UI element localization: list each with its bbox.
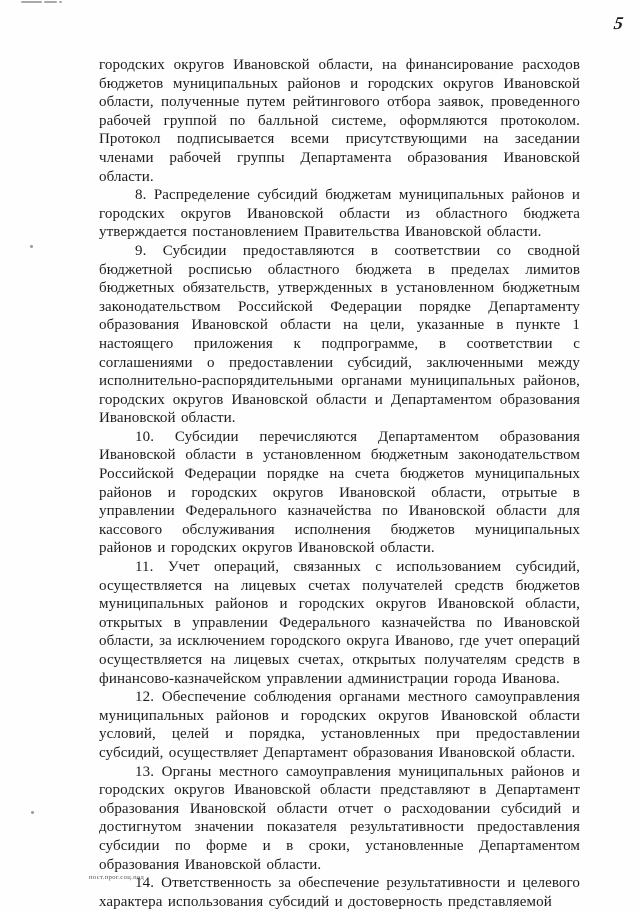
- document-text-block: [99, 56, 580, 911]
- paragraph-8: 8. Распределение субсидий бюджетам муниципальных районов и городских округов Ивановской области из областного бюджета утверждается постановлением Правительства Ивановской области.: [99, 187, 580, 241]
- page-number: 5: [612, 13, 625, 33]
- paragraph-12: 12. Обеспечение соблюдения органами местного самоуправления муниципальных районов и городских округов Ивановской области условий, целей и порядка, установленных при предоставлении субсидий, осуществляет Департамент образования Ивановской области.: [99, 689, 580, 761]
- paragraph-continuation: городских округов Ивановской области, на финансирование расходов бюджетов муниципальных районов и городских округов Ивановской области, полученные путем рейтингового отбора заявок, проведенного рабочей группой по балльной системе, оформляются протоколом. Протокол подписывается всеми присутствующими на заседании членами рабочей группы Департамента образования Ивановской области.: [99, 57, 580, 185]
- scan-artifact-top-dash-1: [21, 1, 42, 3]
- footer-file-note: пост.прог.соц.под: [89, 874, 145, 881]
- paragraph-9: 9. Субсидии предоставляются в соответствии со сводной бюджетной росписью областного бюджета в пределах лимитов бюджетных обязательств, утвержденных в установленном бюджетным законодательством Российской Федерации порядке Департаменту образования Ивановской области на цели, указанные в пункте 1 настоящего приложения к подпрограмме, в соответствии с соглашениями о предоставлении субсидий, заключенными между исполнительно-распорядительными органами муниципальных районов, городских округов Ивановской области и Департаментом образования Ивановской области.: [99, 242, 580, 427]
- scan-artifact-speck: [31, 811, 34, 814]
- scan-artifact-top-dash-2: [44, 1, 57, 3]
- paragraph-11: 11. Учет операций, связанных с использованием субсидий, осуществляется на лицевых счетах получателей средств бюджетов муниципальных районов и городских округов Ивановской области, открытых в управлении Федерального казначейства по Ивановской области, за исключением городского округа Иваново, где учет операций осуществляется на лицевых счетах, открытых получателям средств в финансово-казначейском управлении администрации города Иванова.: [99, 559, 580, 687]
- scan-artifact-top-dash-3: [59, 1, 62, 3]
- paragraph-10: 10. Субсидии перечисляются Департаментом образования Ивановской области в установленном бюджетным законодательством Российской Федерации порядке на счета бюджетов муниципальных районов и городских округов Ивановской области, отрытые в управлении Федерального казначейства по Ивановской области для кассового обслуживания исполнения бюджетов муниципальных районов и городских округов Ивановской области.: [99, 428, 580, 557]
- scan-artifact-speck: [30, 245, 33, 248]
- paragraph-13: 13. Органы местного самоуправления муниципальных районов и городских округов Ивановской области представляют в Департамент образования Ивановской области отчет о расходовании субсидий и достигнутом значении показателя результативности предоставления субсидии по форме и в сроки, установленные Департаментом образования Ивановской области.: [99, 763, 580, 873]
- paragraph-14: 14. Ответственность за обеспечение результативности и целевого характера использования субсидий и достоверность представляемой: [99, 875, 580, 910]
